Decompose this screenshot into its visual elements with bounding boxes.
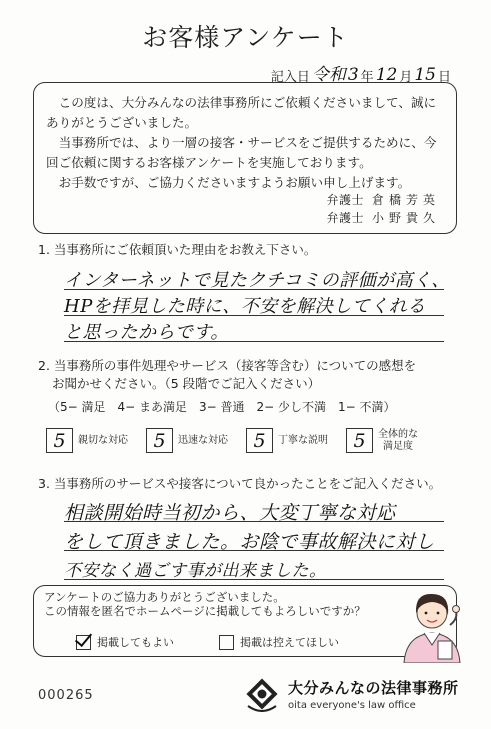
q3-label: 3. 当事務所のサービスや接客について良かったことをご記入ください。	[38, 476, 442, 491]
q3-answer-line: 相談開始時当初から、大変丁寧な対応	[64, 502, 396, 524]
intro-paragraph-2: 当事務所では、より一層の接客・サービスをご提供するために、今回ご依頼に関するお客様アンケートを実施しております。	[46, 135, 437, 170]
rating-box[interactable]: 5	[46, 428, 73, 453]
rating-label	[378, 429, 418, 453]
consent-text	[44, 590, 366, 618]
rating-box[interactable]: 5	[146, 428, 173, 453]
rating-label: 丁寧な説明	[278, 434, 328, 446]
page-title: お客様アンケート	[142, 23, 349, 52]
signers	[326, 191, 440, 227]
date-day: 15	[414, 65, 436, 85]
firm-name-en: oita everyone's law office	[288, 700, 416, 711]
q3-answer-line: 不安なく過ごす事が出来ました。	[64, 561, 327, 581]
rating-explanation	[246, 428, 346, 453]
firm-logo	[244, 676, 459, 712]
signer-name: 小野貴久	[371, 211, 440, 225]
date-label: 記入日	[270, 70, 310, 85]
q1-answer-line: HPを拝見した時に、不安を解決してくれる	[64, 296, 426, 317]
signer-1	[326, 191, 440, 209]
q1-label: 1. 当事務所にご依頼頂いた理由をお教え下さい。	[38, 242, 317, 257]
rating-box[interactable]: 5	[346, 428, 373, 453]
signer-name: 倉橋芳英	[371, 193, 440, 207]
ratings-row	[46, 428, 446, 453]
intro-paragraph-1: この度は、大分みんなの法律事務所にご依頼くださいまして、誠にありがとうございました。	[46, 95, 437, 130]
date-month: 12	[375, 65, 398, 85]
rating-label-line-2: 満足度	[383, 440, 413, 452]
consent-box	[33, 585, 457, 657]
checkbox-empty-icon[interactable]	[219, 635, 234, 650]
q3-answer-line: をして頂きました。お陰で事故解決に対し	[64, 531, 435, 553]
q2-label-line-1: 2. 当事務所の事件処理やサービス（接客等含む）についての感想を	[38, 358, 417, 373]
date-era: 令和	[311, 65, 346, 85]
rating-overall	[346, 428, 446, 453]
q2-label-line-2: お聞かせください。（5 段階でご記入ください）	[52, 376, 321, 391]
date-day-unit: 日	[437, 70, 451, 85]
rating-label: 親切な対応	[78, 434, 128, 446]
rating-speed	[146, 428, 246, 453]
staff-illustration-icon	[398, 585, 466, 663]
rating-kindness	[46, 428, 146, 453]
date-year-unit: 年	[360, 70, 374, 85]
q1-answer-line: インターネットで見たクチコミの評価が高く、	[64, 270, 450, 291]
date-year: 3	[347, 65, 359, 85]
firm-name-jp: 大分みんなの法律事務所	[288, 679, 459, 697]
checkbox-checked-icon[interactable]	[76, 635, 91, 650]
q1-answer-line: と思ったからです。	[64, 322, 229, 343]
rating-box[interactable]: 5	[246, 428, 273, 453]
rating-label: 迅速な対応	[178, 434, 228, 446]
intro-paragraph-3: お手数ですが、ご協力くださいますようお願い申し上げます。	[58, 175, 411, 190]
firm-logo-icon	[244, 676, 280, 712]
rating-scale: （5− 満足 4− まあ満足 3− 普通 2− 少し不満 1− 不満）	[48, 400, 396, 414]
signer-2	[326, 209, 440, 227]
signer-title: 弁護士	[326, 211, 364, 225]
consent-question: この情報を匿名でホームページに掲載してもよろしいですか？	[44, 604, 366, 618]
date-month-unit: 月	[399, 70, 413, 85]
rating-label-line-1: 全体的な	[378, 428, 418, 440]
intro-box	[33, 82, 457, 234]
option-label: 掲載してもよい	[97, 636, 174, 649]
consent-option-yes[interactable]	[76, 634, 174, 650]
serial-number: 000265	[38, 688, 94, 703]
thanks-text: アンケートのご協力ありがとうございました。	[44, 590, 285, 604]
consent-option-no[interactable]	[219, 634, 339, 650]
option-label: 掲載は控えてほしい	[240, 636, 339, 649]
signer-title: 弁護士	[326, 193, 364, 207]
